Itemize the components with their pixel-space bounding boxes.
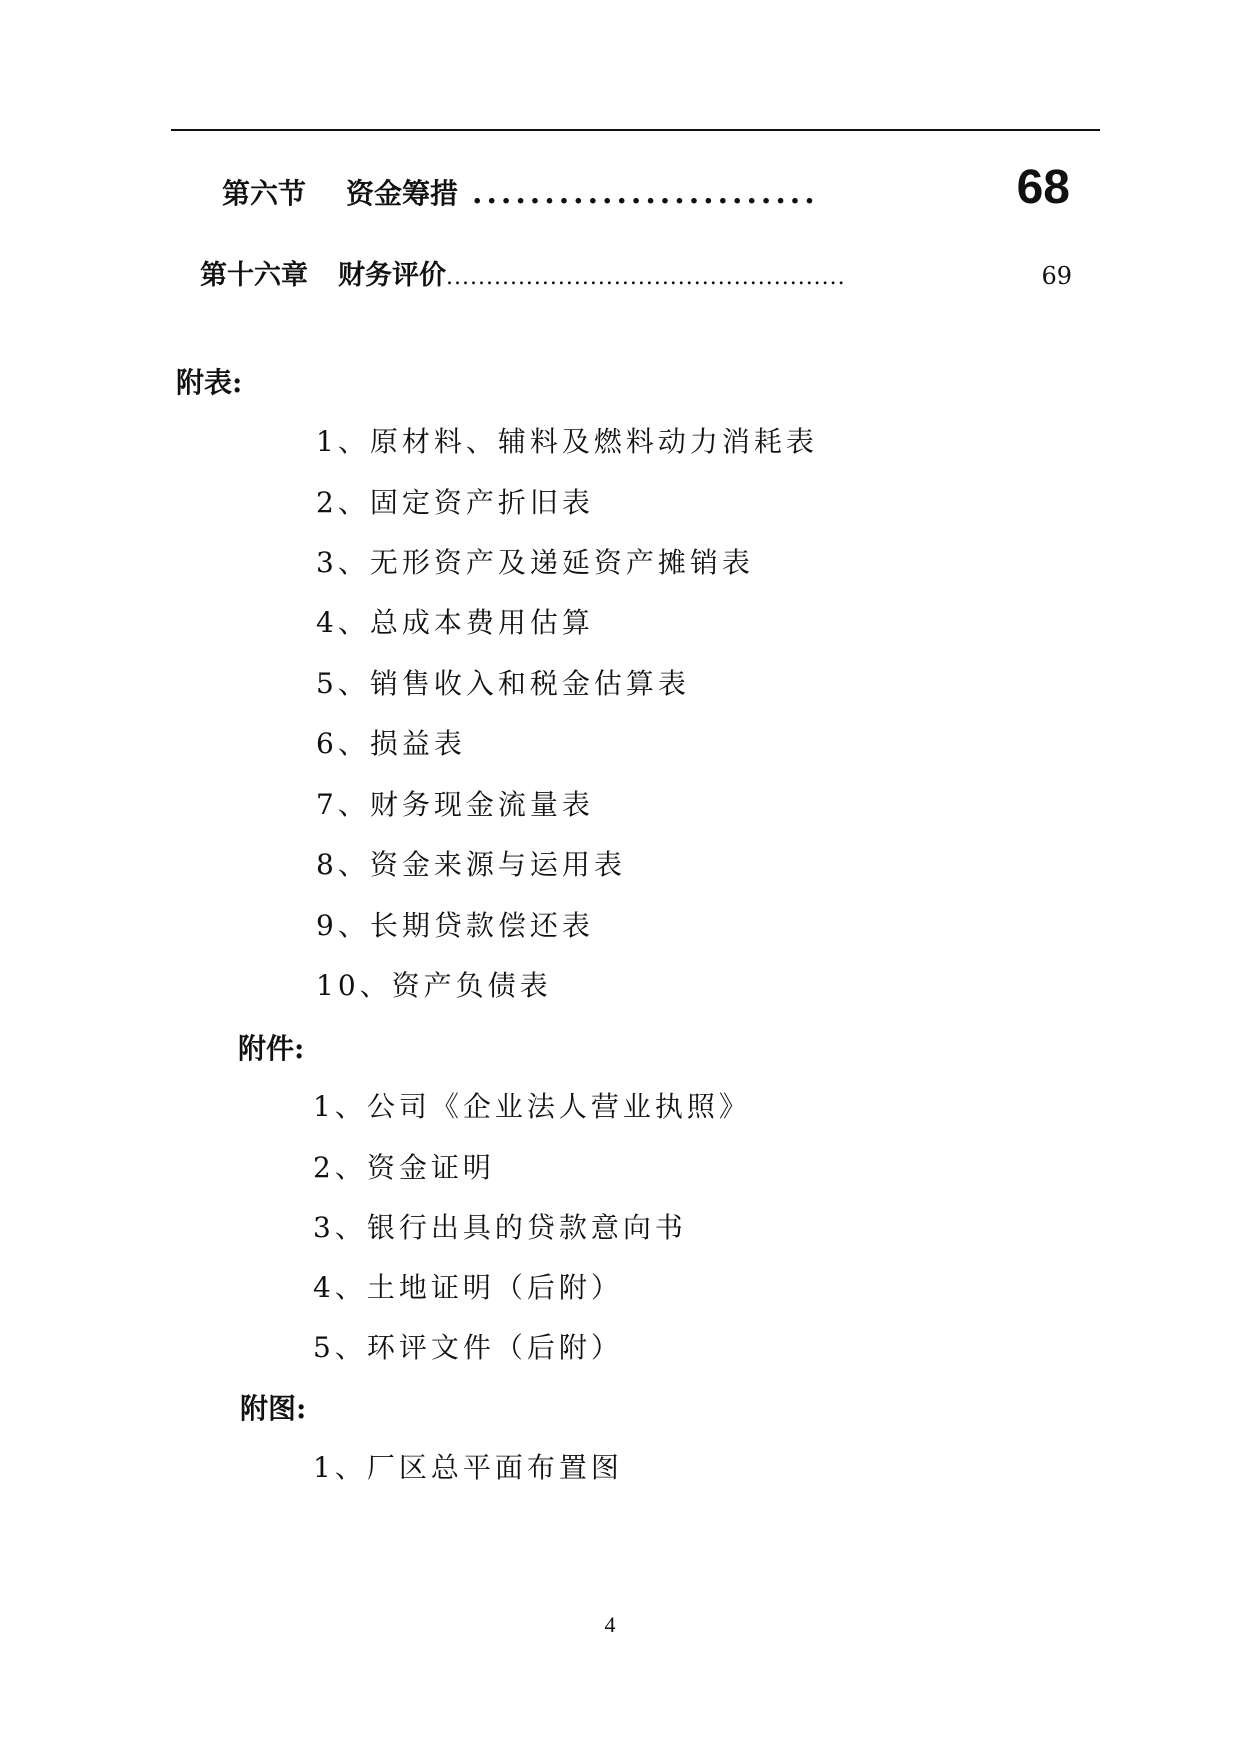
toc-page-number: 68 [1016,161,1070,214]
schedule-item: 3、无形资产及递延资产摊销表 [316,546,754,579]
header-rule [171,129,1100,131]
schedules-heading: 附表: [176,366,243,399]
attachment-item: 5、环评文件（后附） [313,1331,623,1364]
attachment-item: 4、土地证明（后附） [313,1271,623,1304]
toc-entry-label: 第六节 [222,177,307,210]
schedule-item: 1、原材料、辅料及燃料动力消耗表 [316,425,818,458]
toc-entry-section-6[interactable] [222,161,1070,214]
toc-entry-title: 财务评价 [338,260,446,291]
attachments-heading: 附件: [238,1032,305,1065]
schedule-item: 2、固定资产折旧表 [316,486,594,519]
schedule-item: 6、损益表 [316,727,466,760]
schedule-item: 7、财务现金流量表 [316,788,594,821]
toc-entry-title: 资金筹措 [346,177,459,210]
schedule-item: 8、资金来源与运用表 [316,848,626,881]
attachment-item: 1、公司《企业法人营业执照》 [313,1090,751,1123]
schedule-item: 5、销售收入和税金估算表 [316,667,690,700]
attachment-item: 2、资金证明 [313,1151,495,1184]
toc-dot-leader: .................................................. [446,265,846,290]
attachment-item: 3、银行出具的贷款意向书 [313,1211,687,1244]
schedule-item: 10、资产负债表 [316,969,552,1002]
toc-entry-label: 第十六章 [200,260,308,291]
toc-page-number: 69 [1041,262,1072,290]
toc-dot-leader: ........................ [472,176,819,211]
page-number: 4 [604,1612,616,1637]
figure-item: 1、厂区总平面布置图 [313,1451,623,1484]
figures-heading: 附图: [240,1392,307,1425]
schedule-item: 9、长期贷款偿还表 [316,909,594,942]
schedule-item: 4、总成本费用估算 [316,606,594,639]
toc-entry-chapter-16[interactable] [200,253,1072,292]
